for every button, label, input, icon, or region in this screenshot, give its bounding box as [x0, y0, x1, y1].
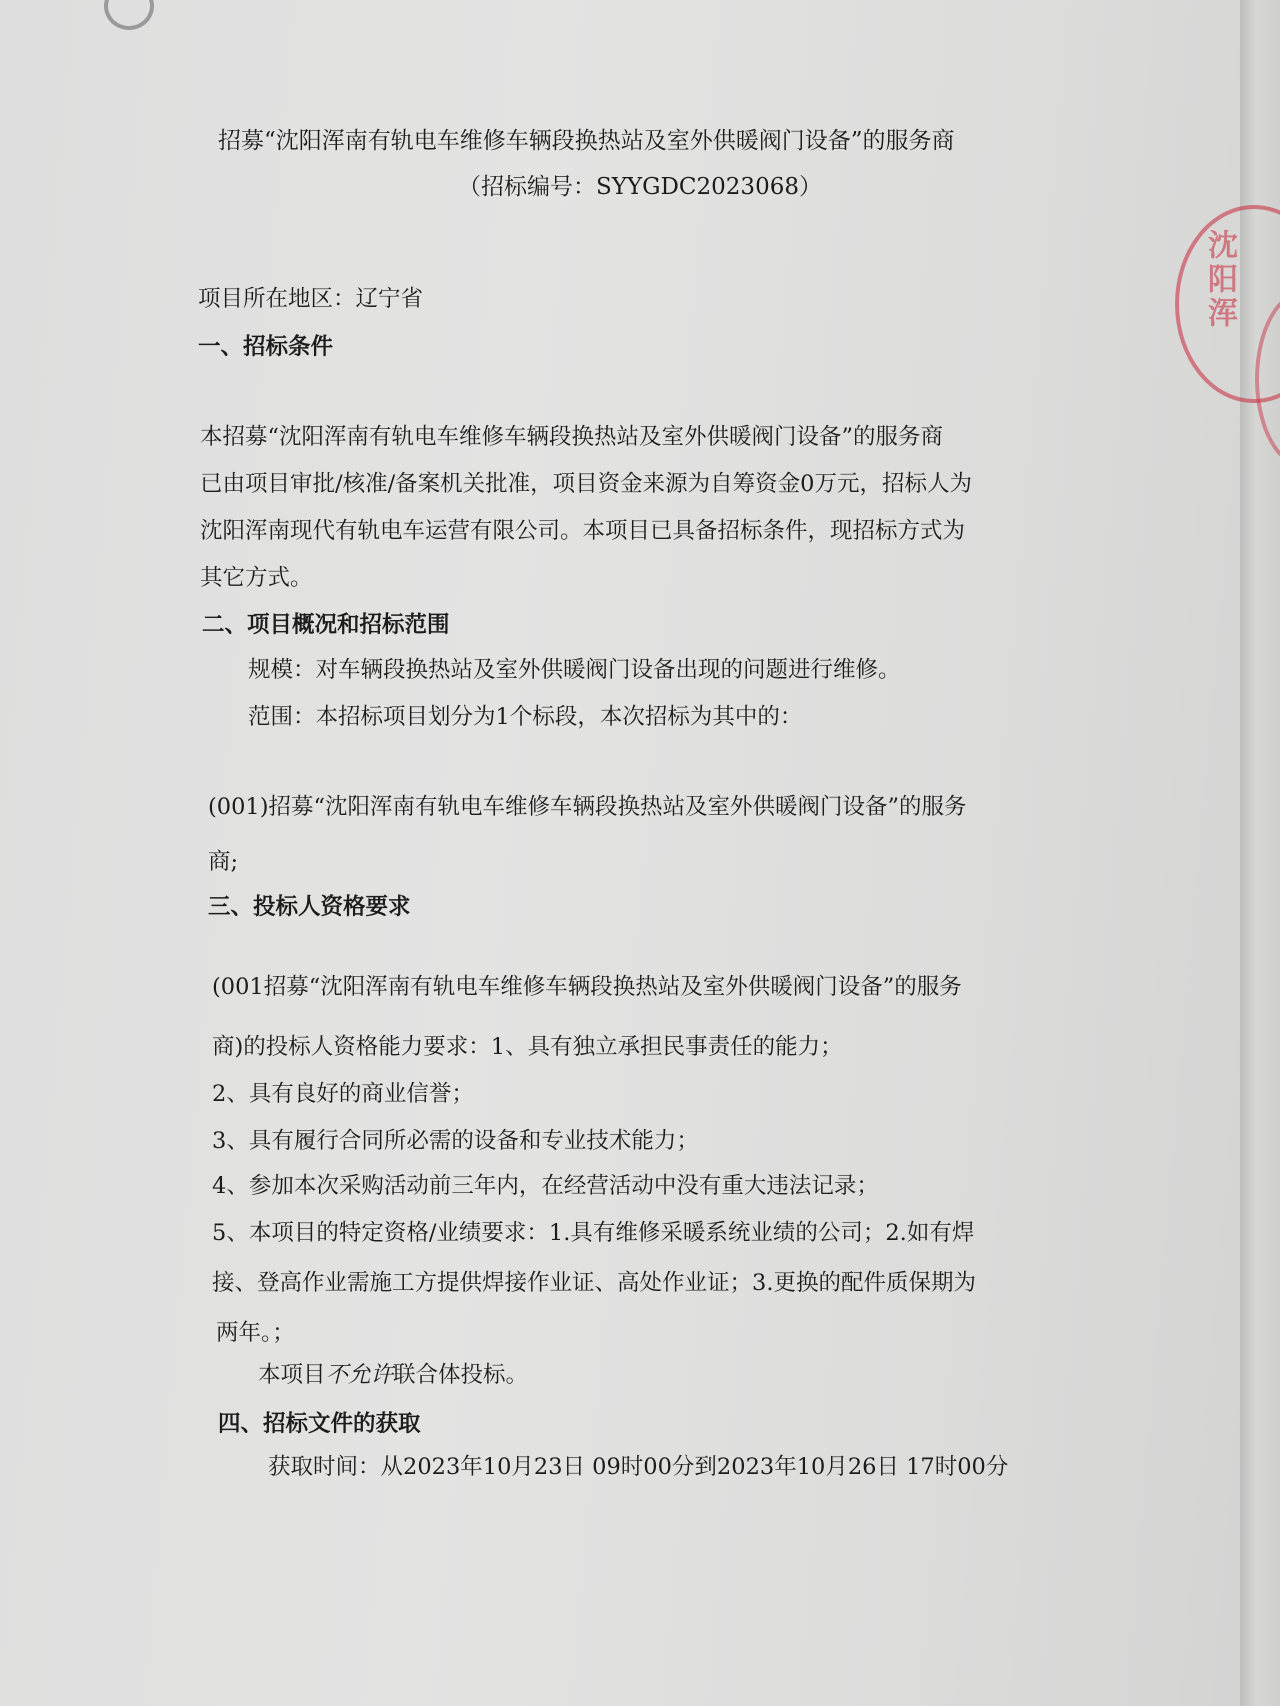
section1-heading: 一、招标条件: [198, 334, 334, 360]
lot-line: 商;: [208, 849, 239, 875]
qualification-line: 两年。；: [216, 1320, 295, 1346]
section2-heading: 二、项目概况和招标范围: [202, 612, 450, 638]
project-scope: 范围：本招标项目划分为1个标段，本次招标为其中的：: [248, 704, 803, 730]
consortium-handwritten: 不允许: [325, 1362, 394, 1388]
acquisition-time: 获取时间：从2023年10月23日 09时00分到2023年10月26日 17时00分: [268, 1454, 1009, 1480]
document-title: 招募“沈阳浑南有轨电车维修车辆段换热站及室外供暖阀门设备”的服务商: [218, 128, 955, 154]
tender-code: （招标编号：SYYGDC2023068）: [458, 174, 822, 200]
qualification-line: (001招募“沈阳浑南有轨电车维修车辆段换热站及室外供暖阀门设备”的服务: [212, 974, 962, 1000]
consortium-suffix: 联合体投标。: [393, 1362, 529, 1388]
section1-line: 其它方式。: [200, 565, 313, 591]
section4-heading: 四、招标文件的获取: [218, 1411, 421, 1437]
qualification-line: 5、本项目的特定资格/业绩要求：1.具有维修采暖系统业绩的公司；2.如有焊: [212, 1220, 975, 1246]
seal-text: 沈阳浑: [1202, 229, 1237, 331]
consortium-prefix: 本项目: [258, 1362, 326, 1388]
project-scale: 规模：对车辆段换热站及室外供暖阀门设备出现的问题进行维修。: [248, 657, 901, 683]
section1-line: 已由项目审批/核准/备案机关批准，项目资金来源为自筹资金0万元，招标人为: [200, 471, 972, 497]
lot-line: (001)招募“沈阳浑南有轨电车维修车辆段换热站及室外供暖阀门设备”的服务: [208, 794, 967, 820]
qualification-line: 商)的投标人资格能力要求：1、具有独立承担民事责任的能力；: [212, 1034, 843, 1060]
section3-heading: 三、投标人资格要求: [208, 894, 411, 920]
qualification-line: 2、具有良好的商业信誉；: [212, 1081, 474, 1107]
qualification-line: 接、登高作业需施工方提供焊接作业证、高处作业证；3.更换的配件质保期为: [212, 1270, 976, 1296]
qualification-line: 4、参加本次采购活动前三年内，在经营活动中没有重大违法记录；: [212, 1173, 879, 1199]
project-region: 项目所在地区：辽宁省: [198, 286, 424, 312]
qualification-line: 3、具有履行合同所必需的设备和专业技术能力；: [212, 1128, 699, 1154]
section1-line: 沈阳浑南现代有轨电车运营有限公司。本项目已具备招标条件，现招标方式为: [200, 518, 966, 544]
section1-line: 本招募“沈阳浑南有轨电车维修车辆段换热站及室外供暖阀门设备”的服务商: [200, 424, 944, 450]
consortium-note: [258, 1364, 528, 1387]
